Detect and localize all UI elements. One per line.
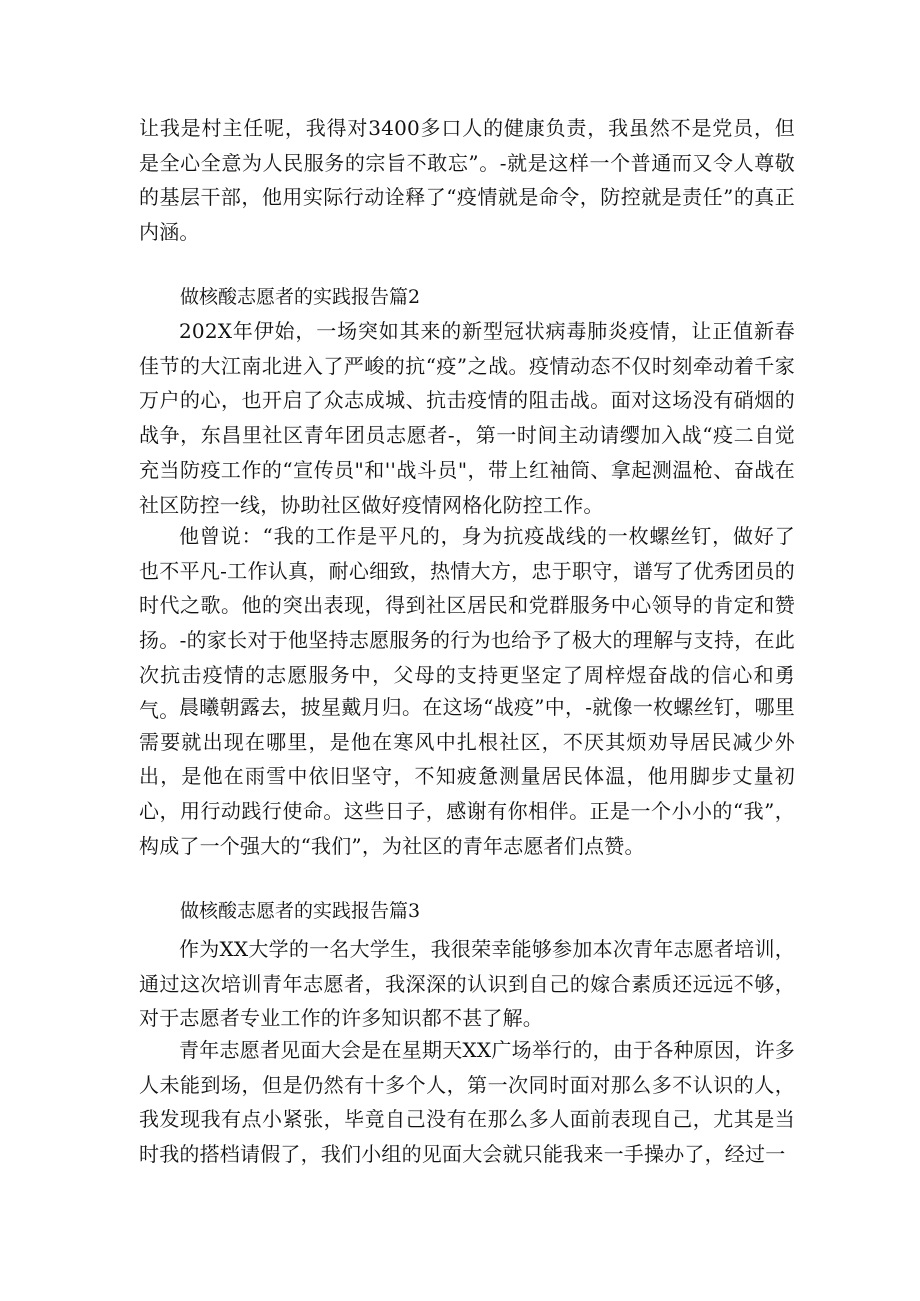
paragraph-6: 青年志愿者见面大会是在星期天XX广场举行的，由于各种原因，许多人未能到场，但是仍然有十多个人，第一次同时面对那么多不认识的人，我发现我有点小紧张，毕竟自己没有在那么多人面前表现自己，尤其是当时我的搭档请假了，我们小组的见面大会就只能我来一手操办了，经过一 [139, 1038, 795, 1167]
section-heading-3: 做核酸志愿者的实践报告篇3 [180, 900, 421, 922]
paragraph-4: 晨曦朝露去，披星戴月归。在这场“战疫”中，-就像一枚螺丝钉，哪里需要就出现在哪里，是他在寒风中扎根社区，不厌其烦劝导居民减少外出，是他在雨雪中依旧坚守，不知疲惫测量居民体温，他用脚步丈量初心，用行动践行使命。这些日子，感谢有你相伴。正是一个小小的“我”，构成了一个强大的“我们”，为社区的青年志愿者们点赞。 [139, 695, 795, 858]
section-heading-2: 做核酸志愿者的实践报告篇2 [180, 286, 421, 308]
paragraph-2: 202X年伊始，一场突如其来的新型冠状病毒肺炎疫情，让正值新春佳节的大江南北进入了严峻的抗“疫”之战。疫情动态不仅时刻牵动着千家万户的心，也开启了众志成城、抗击疫情的阻击战。面对这场没有硝烟的战争，东昌里社区青年团员志愿者-，第一时间主动请缨加入战“疫二自觉充当防疫工作的“宣传员"和''战斗员"，带上红袖筒、拿起测温枪、奋战在社区防控一线，协助社区做好疫情网格化防控工作。 [139, 319, 795, 517]
paragraph-5: 作为XX大学的一名大学生，我很荣幸能够参加本次青年志愿者培训，通过这次培训青年志愿者，我深深的认识到自己的嫁合素质还远远不够，对于志愿者专业工作的许多知识都不甚了解。 [139, 937, 795, 1031]
paragraph-3: 他曾说：“我的工作是平凡的，身为抗疫战线的一枚螺丝钉，做好了也不平凡-工作认真，耐心细致，热情大方，忠于职守，谱写了优秀团员的时代之歌。他的突出表现，得到社区居民和党群服务中心领导的肯定和赞扬。-的家长对于他坚持志愿服务的行为也给予了极大的理解与支持，在此次抗击疫情的志愿服务中，父母的支持更坚定了周梓煜奋战的信心和勇气。 [139, 524, 795, 722]
paragraph-1: 让我是村主任呢，我得对3400多口人的健康负责，我虽然不是党员，但是全心全意为人民服务的宗旨不敢忘”。-就是这样一个普通而又令人尊敬的基层干部，他用实际行动诠释了“疫情就是命令，防控就是责任”的真正内涵。 [139, 116, 795, 245]
